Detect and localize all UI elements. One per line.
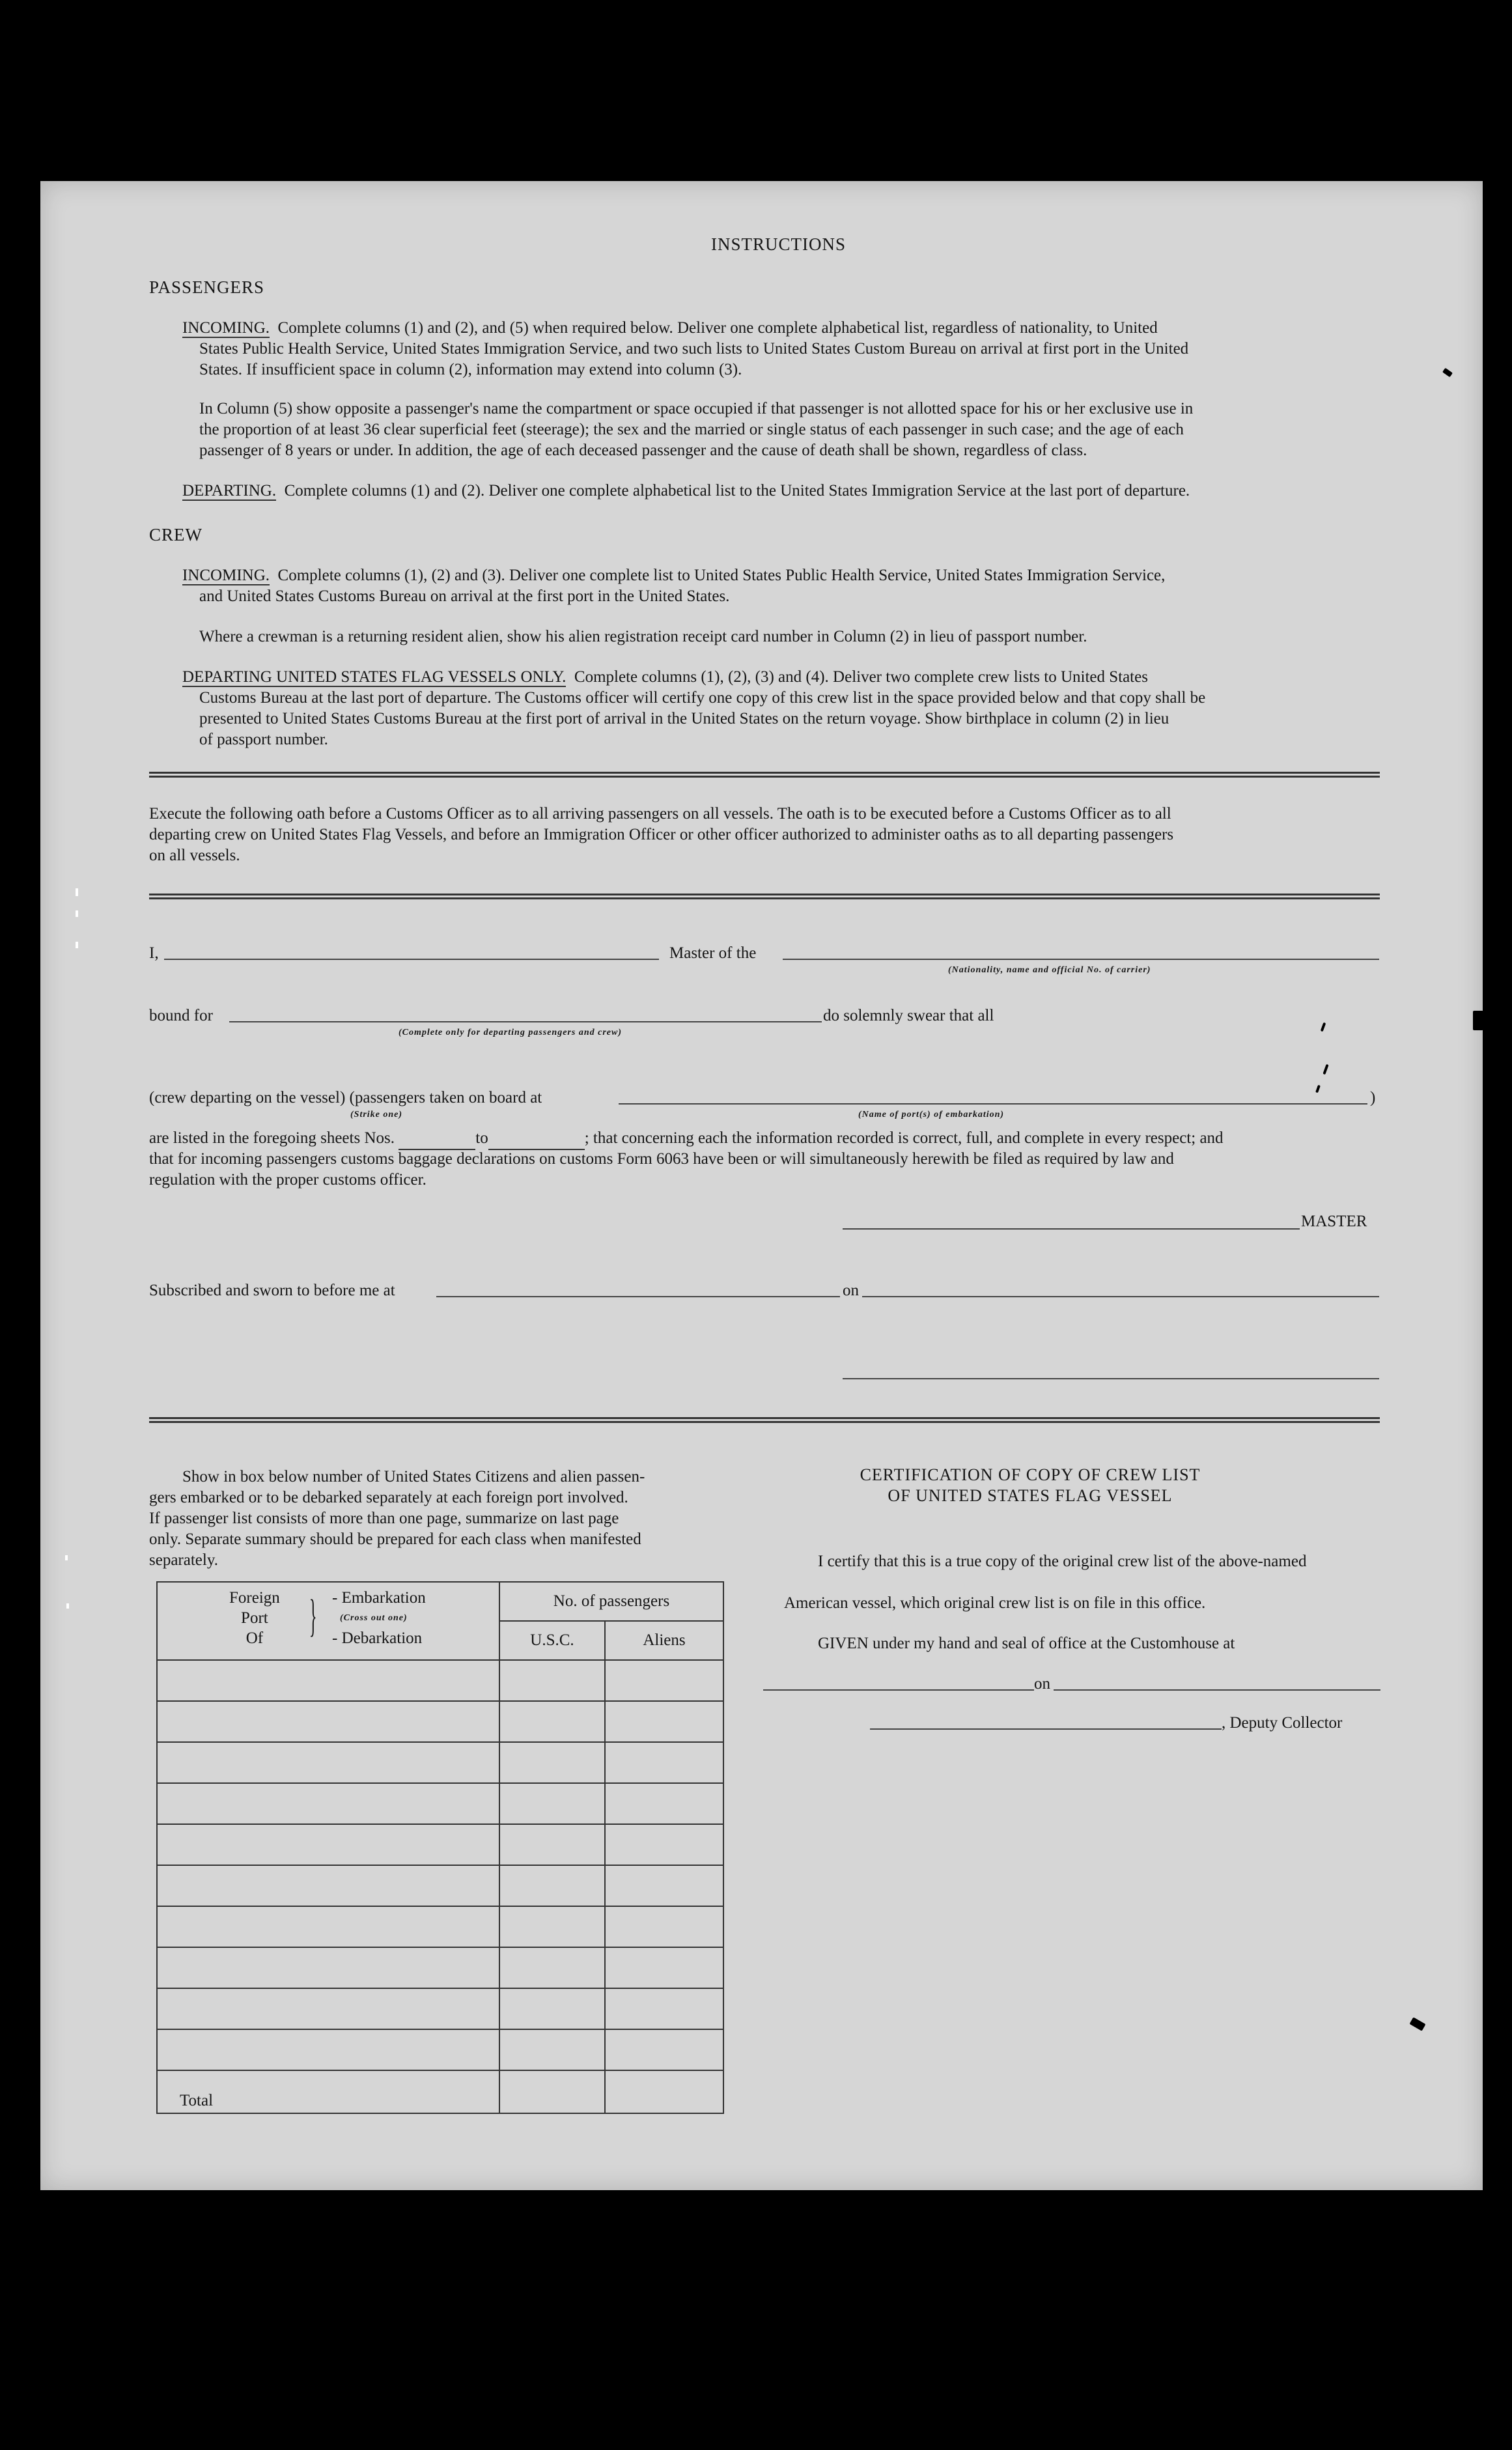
passenger-summary-table	[156, 1581, 724, 2114]
crew-incoming-label: INCOMING.	[182, 567, 270, 584]
table-row	[157, 1947, 723, 1988]
port-cell[interactable]	[157, 1947, 499, 1988]
nationality-caption: (Nationality, name and official No. of carrier)	[948, 965, 1151, 975]
usc-cell[interactable]	[499, 1988, 605, 2029]
total-label: Total	[157, 2070, 499, 2113]
master-label: MASTER	[1301, 1213, 1367, 1230]
customhouse-place-field[interactable]	[763, 1689, 1034, 1691]
embarkation-ports-field[interactable]	[619, 1103, 1367, 1105]
brace-symbol: }	[309, 1591, 317, 1641]
master-of-the-label: Master of the	[669, 944, 757, 962]
summary-divider	[149, 1417, 1380, 1423]
table-row	[157, 1701, 723, 1742]
no-of-passengers-header: No. of passengers	[499, 1582, 723, 1621]
column5-line-3: passenger of 8 years or under. In addition, the age of each deceased passenger and the cause of death shall be shown, regardless of class.	[199, 442, 1087, 459]
usc-cell[interactable]	[499, 2029, 605, 2070]
passengers-departing	[182, 481, 1190, 501]
scan-speck	[1473, 1011, 1483, 1030]
of-label: Of	[245, 1629, 264, 1647]
port-cell[interactable]	[157, 1701, 499, 1742]
total-row	[157, 2070, 723, 2113]
table-row	[157, 1660, 723, 1701]
aliens-total-cell[interactable]	[605, 2070, 723, 2113]
passengers-incoming-line-1	[182, 318, 1380, 339]
usc-header: U.S.C.	[499, 1621, 605, 1660]
aliens-cell[interactable]	[605, 1865, 723, 1906]
certification-text-2: American vessel, which original crew list is on file in this office.	[784, 1594, 1206, 1612]
departing-label: DEPARTING.	[182, 482, 277, 500]
bound-for-label: bound for	[149, 1007, 213, 1024]
bound-for-caption: (Complete only for departing passengers and crew)	[399, 1028, 622, 1037]
aliens-cell[interactable]	[605, 1824, 723, 1865]
port-cell[interactable]	[157, 1742, 499, 1783]
certification-title-2: OF UNITED STATES FLAG VESSEL	[888, 1486, 1173, 1505]
passengers-heading: PASSENGERS	[149, 277, 265, 297]
crew-departing-text: (crew departing on the vessel) (passengers taken on board at	[149, 1089, 542, 1106]
certification-on-label: on	[1034, 1675, 1050, 1693]
listed-line-2: that for incoming passengers customs baggage declarations on customs Form 6063 have been or will simultaneously herewith be filed as required by law and	[149, 1150, 1174, 1168]
incoming-label: INCOMING.	[182, 319, 270, 337]
table-row	[157, 2029, 723, 2070]
aliens-cell[interactable]	[605, 1947, 723, 1988]
scan-speck	[66, 1603, 69, 1609]
aliens-cell[interactable]	[605, 1742, 723, 1783]
aliens-cell[interactable]	[605, 1701, 723, 1742]
embarkation-label: - Embarkation	[332, 1589, 426, 1607]
sworn-date-field[interactable]	[862, 1296, 1379, 1297]
scan-speck	[76, 910, 78, 917]
summary-intro-line-5: separately.	[149, 1551, 218, 1569]
passengers-incoming-line-2: States Public Health Service, United States Immigration Service, and two such lists to United States Custom Bureau on arrival at first port in the United	[199, 340, 1189, 358]
summary-intro-line-2: gers embarked or to be debarked separately at each foreign port involved.	[149, 1489, 628, 1506]
customhouse-date-field[interactable]	[1054, 1689, 1380, 1691]
aliens-header: Aliens	[605, 1621, 723, 1660]
departing-text: Complete columns (1) and (2). Deliver one complete alphabetical list to the United States Immigration Service at the last port of departure.	[284, 482, 1190, 500]
table-row	[157, 1742, 723, 1783]
summary-intro-line-3: If passenger list consists of more than one page, summarize on last page	[149, 1510, 619, 1527]
debarkation-label: - Debarkation	[332, 1629, 423, 1647]
usc-cell[interactable]	[499, 1865, 605, 1906]
scan-speck	[65, 1555, 68, 1560]
sworn-on-label: on	[843, 1282, 859, 1299]
master-signature-field[interactable]	[843, 1228, 1300, 1230]
table-row	[157, 1906, 723, 1947]
oath-intro-line-1: Execute the following oath before a Customs Officer as to all arriving passengers on all vessels. The oath is to be executed before a Customs Officer as to all	[149, 805, 1171, 823]
listed-rest: ; that concerning each the information recorded is correct, full, and complete in every respect; and	[584, 1129, 1224, 1147]
sheet-to-field[interactable]	[488, 1128, 585, 1150]
incoming-text: Complete columns (1) and (2), and (5) when required below. Deliver one complete alphabetical list, regardless of nationality, to United	[277, 319, 1158, 337]
listed-line-1	[149, 1128, 1224, 1150]
crew-heading: CREW	[149, 525, 203, 544]
port-cell[interactable]	[157, 1988, 499, 2029]
passengers-incoming-line-3: States. If insufficient space in column (2), information may extend into column (3).	[199, 361, 742, 378]
section-divider	[149, 772, 1380, 778]
oath-divider	[149, 894, 1380, 899]
instructions-title: INSTRUCTIONS	[711, 234, 847, 254]
summary-intro-line-1: Show in box below number of United States Citizens and alien passen-	[182, 1468, 645, 1485]
flag-vessels-line-1	[182, 667, 1148, 688]
flag-vessels-line-3: presented to United States Customs Bureau at the first port of arrival in the United States on the return voyage. Show birthplace in column (2) in lieu	[199, 710, 1169, 727]
table-row	[157, 1783, 723, 1824]
subscribed-label: Subscribed and sworn to before me at	[149, 1282, 395, 1299]
ports-caption: (Name of port(s) of embarkation)	[858, 1110, 1005, 1119]
scan-speck	[76, 888, 78, 896]
column5-line-2: the proportion of at least 36 clear superficial feet (steerage); the sex and the married or single status of each passenger in such case; and the age of each	[199, 421, 1184, 438]
swear-text: do solemnly swear that all	[823, 1007, 994, 1024]
officer-signature-field[interactable]	[843, 1378, 1379, 1379]
port-cell[interactable]	[157, 1865, 499, 1906]
crew-incoming-line-2: and United States Customs Bureau on arrival at the first port in the United States.	[199, 587, 730, 605]
bound-for-field[interactable]	[229, 1021, 822, 1022]
table-row	[157, 1988, 723, 2029]
port-header-cell	[157, 1582, 499, 1660]
table-row	[157, 1865, 723, 1906]
aliens-cell[interactable]	[605, 1906, 723, 1947]
aliens-cell[interactable]	[605, 1783, 723, 1824]
flag-vessels-text: Complete columns (1), (2), (3) and (4). Deliver two complete crew lists to United States	[574, 668, 1148, 686]
table-row	[157, 1824, 723, 1865]
oath-intro-line-2: departing crew on United States Flag Vessels, and before an Immigration Officer or other officer authorized to administer oaths as to all departing passengers	[149, 826, 1174, 843]
scan-speck	[76, 942, 78, 948]
flag-vessels-line-4: of passport number.	[199, 731, 328, 748]
usc-cell[interactable]	[499, 1783, 605, 1824]
certification-text-1: I certify that this is a true copy of the original crew list of the above-named	[818, 1553, 1307, 1570]
certification-text-3: GIVEN under my hand and seal of office at the Customhouse at	[818, 1635, 1235, 1652]
carrier-field[interactable]	[783, 959, 1379, 960]
oath-intro-line-3: on all vessels.	[149, 847, 240, 864]
port-cell[interactable]	[157, 1906, 499, 1947]
close-paren: )	[1370, 1089, 1376, 1106]
port-cell[interactable]	[157, 1660, 499, 1701]
port-label: Port	[241, 1609, 268, 1627]
deputy-collector-signature-field[interactable]	[870, 1728, 1222, 1730]
usc-cell[interactable]	[499, 1906, 605, 1947]
usc-cell[interactable]	[499, 1660, 605, 1701]
aliens-cell[interactable]	[605, 1988, 723, 2029]
usc-cell[interactable]	[499, 1824, 605, 1865]
sworn-place-field[interactable]	[436, 1296, 840, 1297]
foreign-label: Foreign	[229, 1589, 280, 1607]
to-label: to	[475, 1129, 488, 1147]
oath-i-label: I,	[149, 944, 159, 962]
certification-title-1: CERTIFICATION OF COPY OF CREW LIST	[860, 1465, 1201, 1484]
usc-cell[interactable]	[499, 1947, 605, 1988]
usc-total-cell[interactable]	[499, 2070, 605, 2113]
flag-vessels-label: DEPARTING UNITED STATES FLAG VESSELS ONLY.	[182, 668, 567, 686]
column5-line-1: In Column (5) show opposite a passenger's name the compartment or space occupied if that passenger is not allotted space for his or her exclusive use in	[199, 400, 1194, 417]
usc-cell[interactable]	[499, 1742, 605, 1783]
usc-cell[interactable]	[499, 1701, 605, 1742]
sheet-from-field[interactable]	[399, 1128, 475, 1150]
port-cell[interactable]	[157, 1783, 499, 1824]
deputy-collector-label: , Deputy Collector	[1222, 1714, 1343, 1732]
cross-out-caption: (Cross out one)	[340, 1613, 408, 1623]
crew-incoming-text: Complete columns (1), (2) and (3). Deliver one complete list to United States Public Health Service, United States Immigration Service,	[277, 567, 1166, 584]
listed-line-3: regulation with the proper customs officer.	[149, 1171, 427, 1189]
aliens-cell[interactable]	[605, 1660, 723, 1701]
port-cell[interactable]	[157, 1824, 499, 1865]
listed-sheets-label: are listed in the foregoing sheets Nos.	[149, 1129, 395, 1147]
port-cell[interactable]	[157, 2029, 499, 2070]
crew-incoming-line-1	[182, 565, 1165, 586]
flag-vessels-line-2: Customs Bureau at the last port of departure. The Customs officer will certify one copy of this crew list in the space provided below and that copy shall be	[199, 689, 1206, 707]
strike-one-caption: (Strike one)	[350, 1110, 403, 1119]
crewman-note: Where a crewman is a returning resident alien, show his alien registration receipt card number in Column (2) in lieu of passport number.	[199, 628, 1087, 645]
aliens-cell[interactable]	[605, 2029, 723, 2070]
master-name-field[interactable]	[164, 959, 659, 960]
summary-intro-line-4: only. Separate summary should be prepared for each class when manifested	[149, 1530, 641, 1548]
